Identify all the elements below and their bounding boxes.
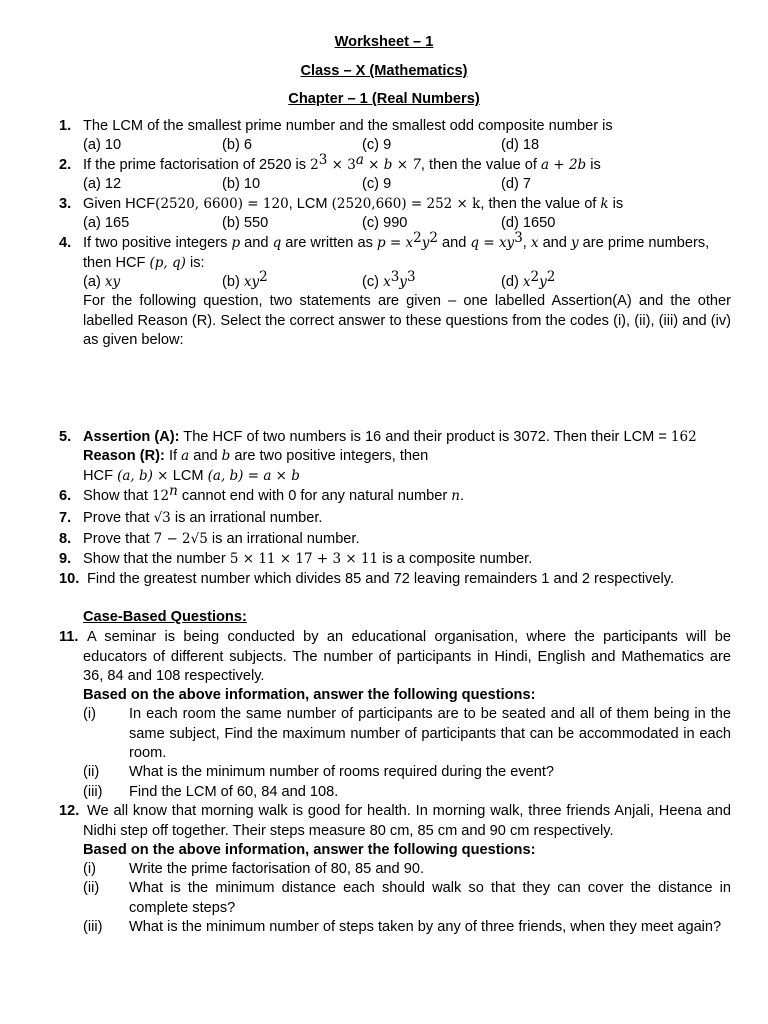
sub-question-text: What is the minimum distance each should walk so that they can cover the distance in complete steps? [129, 880, 731, 916]
math-segment: x [383, 274, 391, 290]
option-label: (b) [222, 274, 244, 290]
math-segment: (p, q) [149, 255, 186, 271]
text-segment: and [437, 235, 471, 251]
text-segment: then HCF [83, 255, 150, 271]
math-exponent: 3 [390, 269, 400, 285]
sub-question-text: In each room the same number of participants are to be seated and all of them being in the same subject, Find the maximum number of participants that can be accommodated in each room. [129, 706, 731, 761]
option-b: (b) 10 [222, 176, 261, 192]
question-number: 12. [59, 803, 80, 819]
text-segment: is [586, 157, 601, 173]
question-number: 9. [59, 551, 72, 567]
text-segment: Given HCF [83, 196, 156, 212]
option-b [222, 269, 268, 293]
math-segment: p [231, 235, 241, 251]
question-number: 3. [59, 196, 72, 212]
text-segment: is [608, 196, 624, 212]
sub-question-number: (ii) [83, 764, 100, 780]
text-segment: The HCF of two numbers is 16 and their product is 3072. Then their LCM = [179, 429, 671, 445]
text-segment: cannot end with 0 for any natural number [177, 488, 452, 504]
question-number: 10. [59, 571, 80, 587]
chapter-title: Chapter – 1 (Real Numbers) [288, 91, 480, 107]
math-segment: q = xy [470, 235, 515, 251]
math-segment: y [570, 235, 579, 251]
math-exponent: 3 [514, 230, 523, 246]
text-segment: LCM [172, 468, 208, 484]
text-segment: is an irrational number. [170, 510, 323, 526]
text-segment: are written as [281, 235, 377, 251]
text-segment: Prove that [83, 531, 154, 547]
question-10-text: Find the greatest number which divides 85 and 72 leaving remainders 1 and 2 respectively. [87, 571, 675, 587]
question-11-text: A seminar is being conducted by an educational organisation, where the participants will be educators of different subjects. The number of participants in Hindi, English and Mathematics are 36, 84 and 108 respectively. [83, 629, 731, 684]
text-segment: , then the value of [420, 157, 541, 173]
question-number: 1. [59, 118, 72, 134]
math-segment: a [181, 448, 190, 464]
reason-label: Reason (R): [83, 448, 165, 464]
question-7-text [83, 509, 322, 529]
math-segment: 162 [670, 429, 697, 445]
math-segment: q [272, 235, 282, 251]
math-segment: 3 [347, 157, 356, 173]
sub-question-text: What is the minimum number of rooms required during the event? [129, 764, 555, 780]
question-4-line-2 [83, 254, 205, 274]
assertion-statement [83, 428, 697, 448]
option-b: (b) 550 [222, 215, 269, 231]
reason-statement [83, 447, 428, 467]
text-segment: is an irrational number. [207, 531, 360, 547]
reason-formula [83, 467, 300, 487]
text-segment: Prove that [83, 510, 154, 526]
option-a: (a) 10 [83, 137, 122, 153]
question-8-text [83, 530, 360, 550]
math-segment: 7 − 2√5 [153, 531, 208, 547]
text-segment: If two positive integers [83, 235, 232, 251]
math-segment: b [221, 448, 231, 464]
text-segment: and [538, 235, 571, 251]
math-exponent: 2 [413, 230, 422, 246]
option-d: (d) 1650 [501, 215, 556, 231]
question-6-text [83, 483, 465, 507]
question-number: 6. [59, 488, 72, 504]
sub-question-number: (ii) [83, 880, 100, 896]
sub-question-number: (i) [83, 706, 96, 722]
text-segment: and [240, 235, 273, 251]
question-number: 11. [59, 629, 79, 645]
class-title: Class – X (Mathematics) [300, 63, 468, 79]
math-exponent: 2 [429, 230, 438, 246]
math-segment: y [539, 274, 547, 290]
question-number: 7. [59, 510, 72, 526]
math-segment: (2520, 6600) = 120 [155, 196, 289, 212]
option-d: (d) 7 [501, 176, 532, 192]
option-a: (a) 165 [83, 215, 130, 231]
text-segment: If the prime factorisation of 2520 is [83, 157, 311, 173]
sub-question-text: Write the prime factorisation of 80, 85 and 90. [129, 861, 425, 877]
option-d: (d) 18 [501, 137, 540, 153]
text-segment: HCF [83, 468, 118, 484]
math-segment: y [421, 235, 430, 251]
math-segment: 5 × 11 × 17 + 3 × 11 [229, 551, 379, 567]
math-segment: √3 [153, 510, 171, 526]
option-c: (c) 9 [362, 137, 392, 153]
math-segment: k [600, 196, 609, 212]
option-label: (d) [501, 274, 523, 290]
text-segment: . [459, 488, 465, 504]
text-segment: are prime numbers, [578, 235, 710, 251]
question-1-text: The LCM of the smallest prime number and the smallest odd composite number is [83, 118, 613, 134]
text-segment: If [164, 448, 182, 464]
math-segment: (2520,660) = 252 × k [331, 196, 481, 212]
text-segment: are two positive integers, then [230, 448, 429, 464]
text-segment: Show that the number [83, 551, 230, 567]
math-exponent: a [355, 152, 364, 168]
assertion-label: Assertion (A): [83, 429, 180, 445]
question-4-text [83, 230, 710, 254]
worksheet-title: Worksheet – 1 [334, 34, 434, 50]
instruction-heading: Based on the above information, answer the following questions: [83, 842, 536, 858]
question-3-text [83, 195, 623, 215]
question-number: 5. [59, 429, 72, 445]
option-c: (c) 9 [362, 176, 392, 192]
sub-question-number: (i) [83, 861, 96, 877]
math-exponent: 2 [546, 269, 556, 285]
text-segment: is a composite number. [378, 551, 533, 567]
text-segment: , then the value of [480, 196, 601, 212]
math-exponent: 3 [406, 269, 416, 285]
math-segment: a + 2b [541, 157, 587, 173]
math-segment: x [530, 235, 539, 251]
case-based-heading: Case-Based Questions: [83, 609, 247, 625]
math-segment: y [399, 274, 407, 290]
math-segment: p = x [376, 235, 414, 251]
question-2-text [83, 152, 601, 176]
option-b: (b) 6 [222, 137, 253, 153]
math-exponent: 2 [530, 269, 540, 285]
question-number: 4. [59, 235, 72, 251]
instruction-heading: Based on the above information, answer the following questions: [83, 687, 536, 703]
option-label: (a) [83, 274, 105, 290]
sub-question-text: Find the LCM of 60, 84 and 108. [129, 784, 339, 800]
math-exponent: n [169, 483, 178, 499]
text-segment: is: [185, 255, 205, 271]
sub-question-text: What is the minimum number of steps taken by any of three friends, when they meet again? [129, 919, 722, 935]
option-d [501, 269, 556, 293]
option-a: (a) 12 [83, 176, 122, 192]
text-segment: and [189, 448, 222, 464]
question-number: 8. [59, 531, 72, 547]
question-9-text [83, 550, 532, 570]
question-12-text: We all know that morning walk is good for health. In morning walk, three friends Anjali, Heena and Nidhi step off together. Their steps measure 80 cm, 85 cm and 90 cm respectively. [83, 803, 731, 839]
math-segment: × [327, 157, 348, 173]
math-segment: x [522, 274, 531, 290]
math-segment: n [451, 488, 460, 504]
math-exponent: 3 [318, 152, 328, 168]
math-segment: (a, b) × [117, 468, 173, 484]
math-segment: × b × 7 [363, 157, 421, 173]
math-segment: xy [104, 274, 121, 290]
math-segment: 12 [151, 488, 170, 504]
sub-question-number: (iii) [83, 784, 103, 800]
option-c: (c) 990 [362, 215, 408, 231]
math-exponent: 2 [259, 269, 268, 285]
option-label: (c) [362, 274, 384, 290]
option-a [83, 273, 120, 293]
option-c [362, 269, 416, 293]
text-segment: Show that [83, 488, 152, 504]
math-segment: (a, b) = a × b [207, 468, 300, 484]
text-segment: , LCM [288, 196, 332, 212]
assertion-instructions: For the following question, two statements are given – one labelled Assertion(A) and the other labelled Reason (R). Select the correct answer to these questions from the codes (i), (ii), (iii) and (iv) as given below: [83, 293, 731, 348]
question-number: 2. [59, 157, 72, 173]
text-segment: , [522, 235, 531, 251]
sub-question-number: (iii) [83, 919, 103, 935]
math-segment: xy [243, 274, 260, 290]
math-segment: 2 [310, 157, 319, 173]
